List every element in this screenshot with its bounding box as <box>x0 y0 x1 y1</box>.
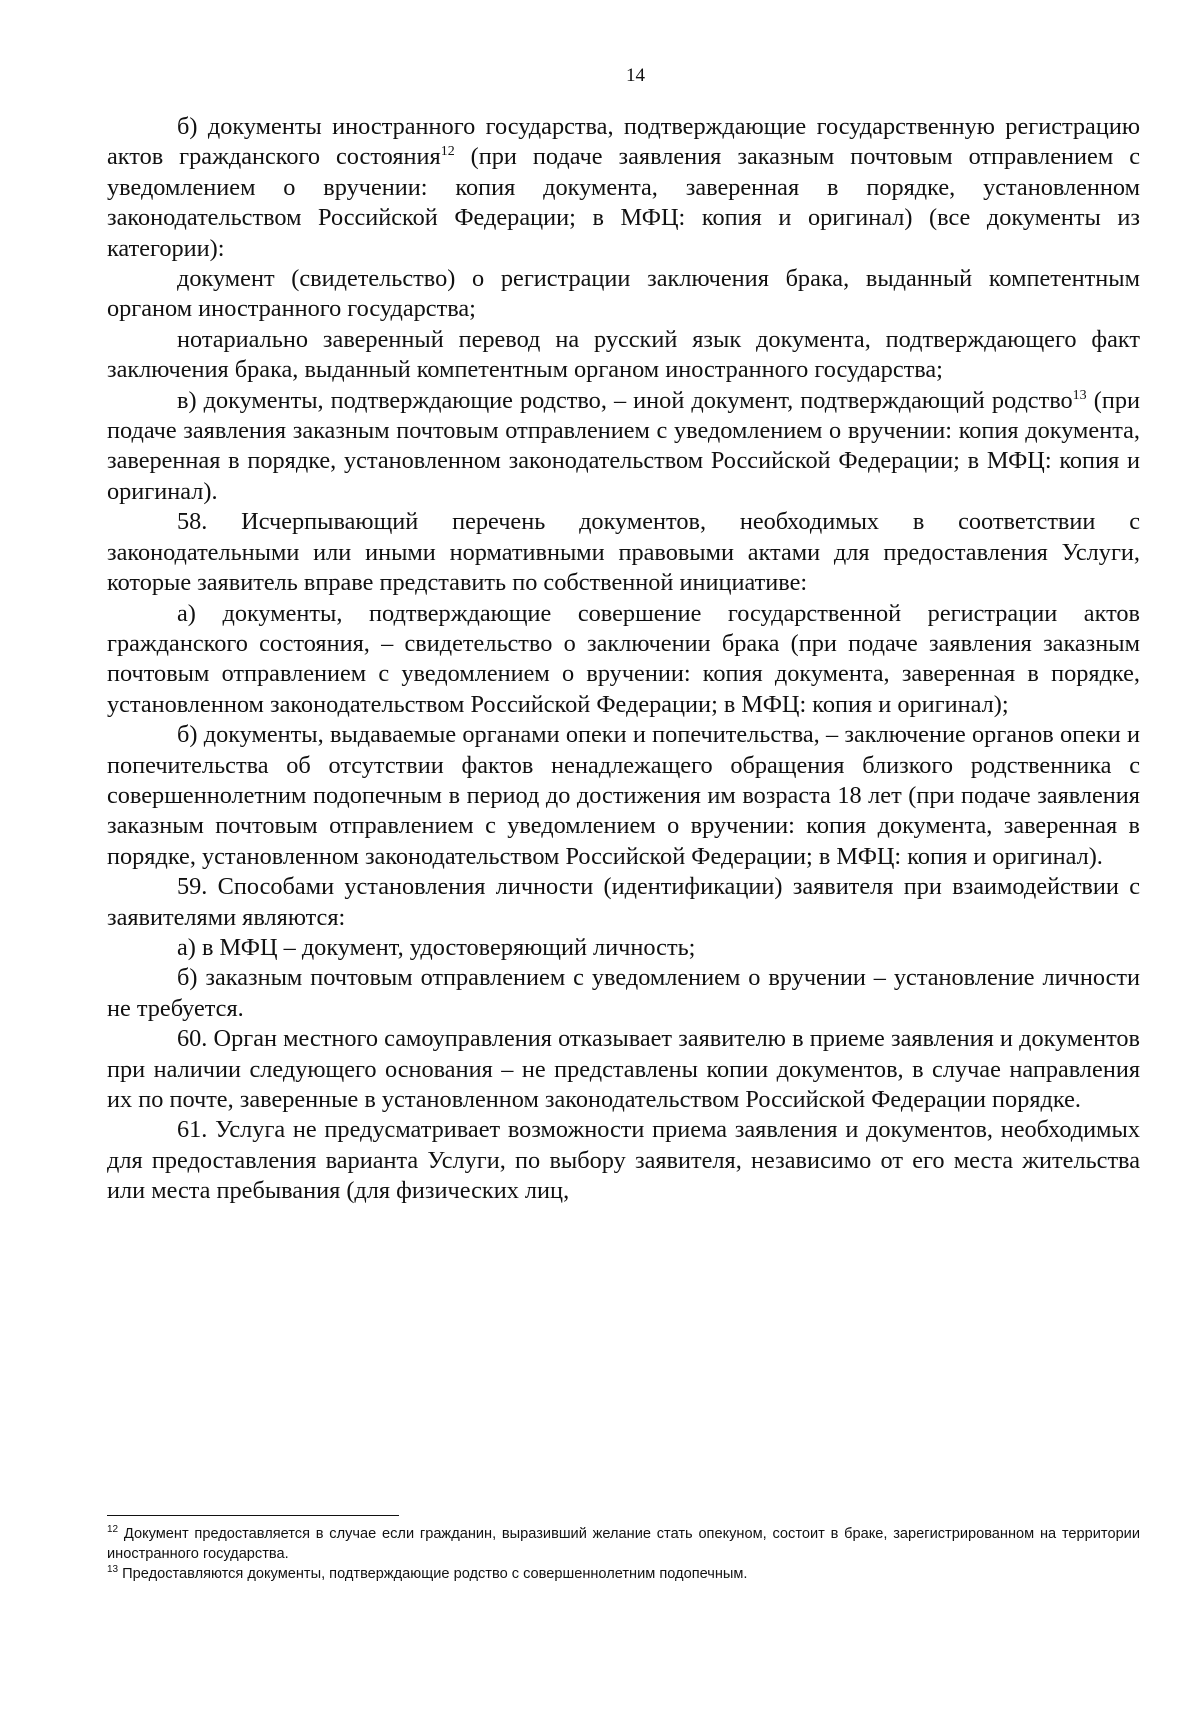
footnote-12: $^{12}$ Документ предоставляется в случае если гражданин, выразивший желание стать опекуном, состоит в браке, зарегистрированном на территории иностранного государства. <box>107 1524 1140 1562</box>
footnotes <box>107 1515 1140 1584</box>
paragraph-b-foreign-documents: б) документы иностранного государства, подтверждающие государственную регистрацию актов гражданского состояния$^{12}$ (при подаче заявления заказным почтовым отправлением с уведомлением о вручении: копия документа, заверенная в порядке, установленном законодательством Российской Федерации; в МФЦ: копия и оригинал) (все документы из категории): <box>107 113 1140 262</box>
paragraph-58-a: а) документы, подтверждающие совершение государственной регистрации актов гражданского состояния, – свидетельство о заключении брака (при подаче заявления заказным почтовым отправлением с уведомлением о вручении: копия документа, заверенная в порядке, установленном законодательством Российской Федерации; в МФЦ: копия и оригинал); <box>107 599 1140 718</box>
footnote-ref-12: 12 <box>440 144 455 160</box>
paragraph-58-b: б) документы, выдаваемые органами опеки и попечительства, – заключение органов опеки и попечительства об отсутствии фактов ненадлежащего обращения близкого родственника с совершеннолетним подопечным в период до достижения им возраста 18 лет (при подаче заявления заказным почтовым отправлением с уведомлением о вручении: копия документа, заверенная в порядке, установленном законодательством Российской Федерации; в МФЦ: копия и оригинал). <box>107 721 1140 870</box>
footnote-13: $^{13}$ Предоставляются документы, подтверждающие родство с совершеннолетним подопечным. <box>107 1564 748 1582</box>
footnote-ref-13: 13 <box>1072 387 1087 403</box>
paragraph-59-a: а) в МФЦ – документ, удостоверяющий личность; <box>177 933 696 961</box>
paragraph-59: 59. Способами установления личности (идентификации) заявителя при взаимодействии с заявителями являются: <box>107 873 1140 931</box>
footnote-separator <box>107 1515 399 1516</box>
paragraph-v-kinship-documents: в) документы, подтверждающие родство, – иной документ, подтверждающий родство$^{13}$ (при подаче заявления заказным почтовым отправлением с уведомлением о вручении: копия документа, заверенная в порядке, установленном законодательством Российской Федерации; в МФЦ: копия и оригинал). <box>107 386 1140 505</box>
paragraph-60: 60. Орган местного самоуправления отказывает заявителю в приеме заявления и документов при наличии следующего основания – не представлены копии документов, в случае направления их по почте, заверенные в установленном законодательством Российской Федерации порядке. <box>107 1025 1140 1113</box>
paragraph-58: 58. Исчерпывающий перечень документов, необходимых в соответствии с законодательными или иными нормативными правовыми актами для предоставления Услуги, которые заявитель вправе представить по собственной инициативе: <box>107 508 1140 597</box>
document-body <box>107 112 1140 1207</box>
paragraph-61: 61. Услуга не предусматривает возможности приема заявления и документов, необходимых для предоставления варианта Услуги, по выбору заявителя, независимо от его места жительства или места пребывания (для физических лиц, <box>107 1116 1140 1205</box>
paragraph-59-b: б) заказным почтовым отправлением с уведомлением о вручении – установление личности не требуется. <box>107 964 1140 1022</box>
paragraph-notarized-translation: нотариально заверенный перевод на русский язык документа, подтверждающего факт заключения брака, выданный компетентным органом иностранного государства; <box>107 325 1140 384</box>
paragraph-marriage-certificate: документ (свидетельство) о регистрации заключения брака, выданный компетентным органом иностранного государства; <box>107 265 1140 323</box>
page-number: 14 <box>626 65 645 86</box>
